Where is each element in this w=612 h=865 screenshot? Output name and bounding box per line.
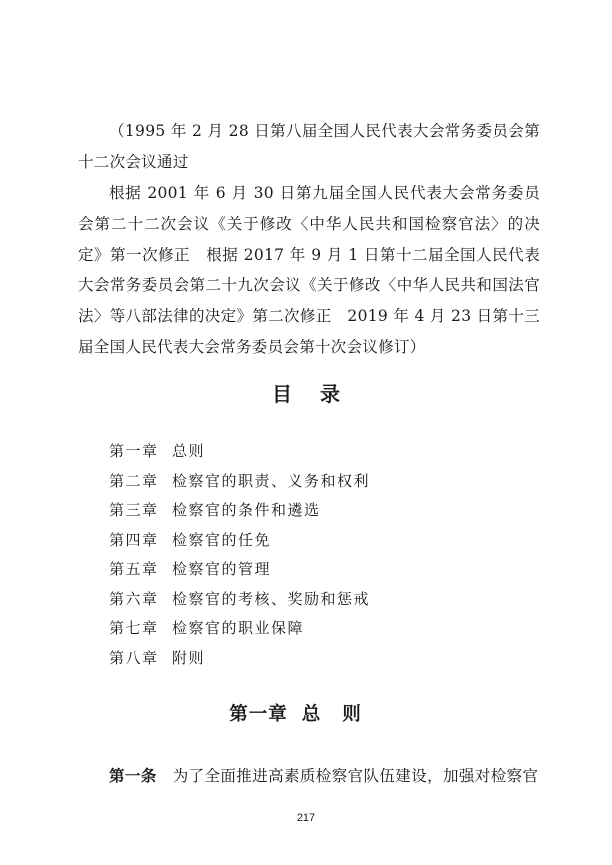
toc-item <box>109 467 370 497</box>
toc-item <box>109 644 370 674</box>
table-of-contents <box>109 437 370 673</box>
toc-chapter-title: 检察官的管理 <box>172 560 272 578</box>
article-text: 为了全面推进高素质检察官队伍建设，加强对检察官 <box>172 767 539 785</box>
toc-chapter-number: 第八章 <box>109 648 159 667</box>
chapter-heading <box>0 700 612 726</box>
toc-chapter-number: 第二章 <box>109 471 159 490</box>
toc-chapter-number: 第六章 <box>109 589 159 608</box>
toc-chapter-title: 附则 <box>172 648 206 667</box>
toc-chapter-title: 检察官的职业保障 <box>172 619 305 637</box>
article-label: 第一条 <box>109 767 157 785</box>
article-1 <box>109 761 549 791</box>
chapter-heading-number: 第一章 <box>229 704 288 725</box>
amendment-history: 根据 2001 年 6 月 30 日第九届全国人民代表大会常务委员会第二十二次会议《关于修改〈中华人民共和国检察官法〉的决定》第一次修正 根据 2017 年 9 月 1 日第十二届全国人民代表大会常务委员会第二十九次会议《关于修改〈中华人民共和国法官法〉等八部法律的决定》第二次修正 2019 年 4 月 23 日第十三届全国人民代表大会常务委员会第十次会议修订） <box>78 184 540 356</box>
toc-chapter-title: 检察官的职责、义务和权利 <box>172 471 371 490</box>
toc-chapter-number: 第五章 <box>109 560 159 578</box>
toc-item <box>109 585 370 615</box>
toc-title: 目录 <box>272 382 368 406</box>
toc-chapter-number: 第七章 <box>109 619 159 637</box>
toc-chapter-title: 总则 <box>172 442 206 460</box>
chapter-heading-title: 总则 <box>301 704 383 725</box>
toc-item <box>109 526 370 556</box>
toc-item <box>109 614 370 644</box>
toc-chapter-title: 检察官的条件和遴选 <box>172 501 321 519</box>
toc-chapter-number: 第一章 <box>109 442 159 460</box>
toc-chapter-number: 第三章 <box>109 501 159 519</box>
toc-chapter-title: 检察官的任免 <box>172 530 272 549</box>
toc-item <box>109 496 370 526</box>
toc-chapter-title: 检察官的考核、奖励和惩戒 <box>172 589 371 608</box>
page-number: 217 <box>296 812 316 824</box>
toc-chapter-number: 第四章 <box>109 530 159 549</box>
adoption-note: （1995 年 2 月 28 日第八届全国人民代表大会常务委员会第十二次会议通过 <box>78 122 540 171</box>
toc-item <box>109 555 370 585</box>
toc-item <box>109 437 370 467</box>
